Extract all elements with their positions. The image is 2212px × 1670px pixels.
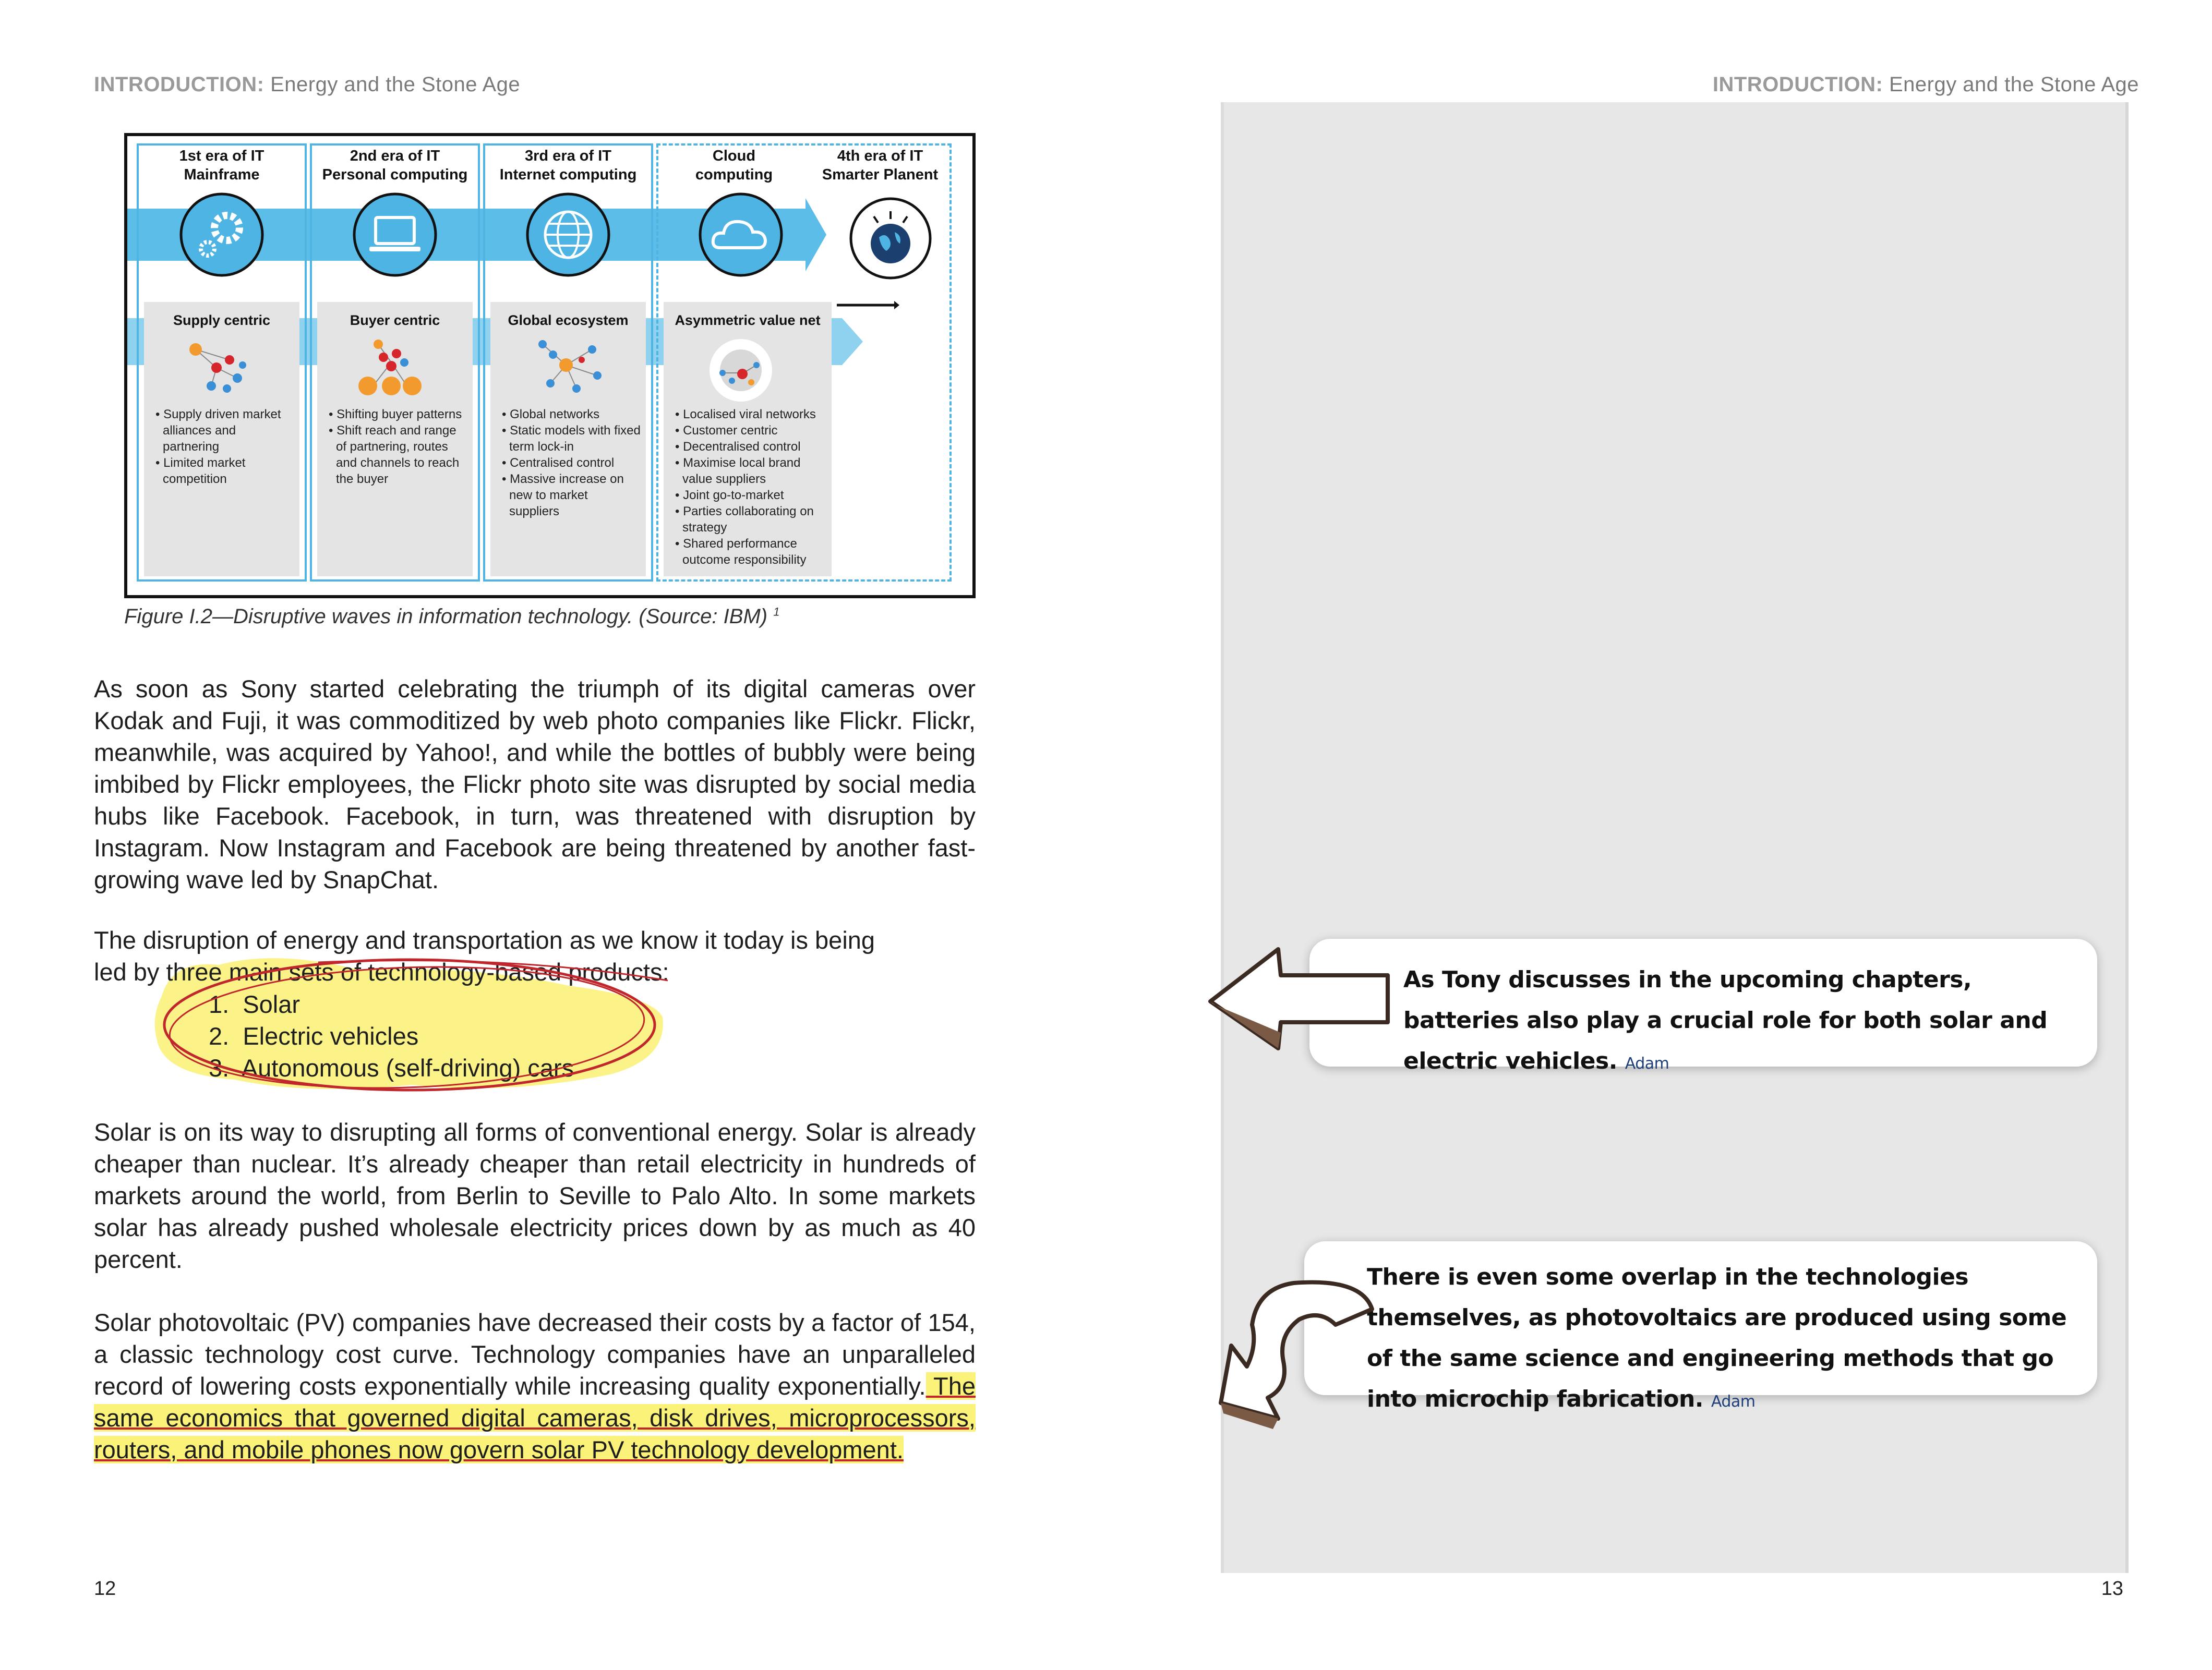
globe-icon [524,190,612,279]
era-label: 1st era of IT [179,148,265,164]
era-box-title: Asymmetric value net [675,312,821,328]
global-network-diagram [530,334,608,396]
era-name: computing [695,166,773,183]
right-running-header [1713,73,2139,96]
header-title: Energy and the Stone Age [264,73,521,96]
paragraph-4: Solar photovoltaic (PV) companies have decreased their costs by a factor of 154, a classic technology cost curve. Technology companies have an unparalleled record of lowering costs exponentially while increasing quality exponentially. The same economics that governed digital cameras, disk drives, microprocessors, routers, and mobile phones now govern solar PV technology development. [94,1309,976,1463]
list-item: 1. Solar [209,990,300,1018]
planet-icon [848,196,934,282]
gear-icon [177,190,266,279]
curved-arrow-icon [1200,1267,1388,1466]
era-name: Smarter Planent [822,166,939,183]
era-box-title: Supply centric [173,312,271,328]
header-section: INTRODUCTION: [1712,73,1883,96]
era-label: 3rd era of IT [525,148,611,164]
header-section: INTRODUCTION: [94,73,265,96]
header-title: Energy and the Stone Age [1883,73,2139,96]
laptop-icon [351,190,439,279]
note-text: There is even some overlap in the technologies themselves, as photovoltaics are produced using some of the same science and engineering methods that go into microchip fabrication. Adam [1367,1264,2067,1412]
asymmetric-network-diagram [702,336,780,404]
era-box-title: Global ecosystem [508,312,629,328]
era-name: Internet computing [499,166,637,183]
note-author: Adam [1625,1055,1669,1073]
page-number-left: 12 [94,1578,116,1600]
supply-network-diagram [180,336,258,399]
era-label: 4th era of IT [837,148,923,164]
era-bullets: • Global networks • Static models with fixed term lock-in • Centralised control • Massive increase on new to market suppliers [502,407,641,518]
left-arrow-icon [1195,939,1393,1059]
figure-caption: Figure I.2—Disruptive waves in information technology. (Source: IBM) $^1$ [124,605,780,628]
era-bullets: • Shifting buyer patterns • Shift reach and range of partnering, routes and channels to reach the buyer [329,407,462,486]
era-label: 2nd era of IT [350,148,440,164]
era-bullets: • Supply driven market alliances and partnering • Limited market competition [155,407,281,486]
comment-note-2[interactable] [1304,1241,2097,1412]
era-box-title: Buyer centric [350,312,440,328]
footnote-ref: 1 [773,605,780,619]
era-label: Cloud [712,148,756,164]
page-number-right: 13 [2101,1578,2123,1600]
list-item: 3. Autonomous (self-driving) cars [209,1054,574,1082]
comment-note-1[interactable] [1309,939,2097,1074]
era-name: Mainframe [184,166,260,183]
highlighted-sentence: The same economics that governed digital cameras, disk drives, microprocessors, routers, and mobile phones now govern solar PV technology development. [94,1372,976,1463]
left-running-header [94,73,520,96]
list-item: 2. Electric vehicles [209,1022,419,1050]
red-circle-annotation [146,949,673,1106]
paragraph-1: As soon as Sony started celebrating the triumph of its digital cameras over Kodak and Fuji, it was commoditized by web photo companies like Flickr. Flickr, meanwhile, was acquired by Yahoo!, and while the bottles of bubbly were being imbibed by Flickr employees, the Flickr photo site was disrupted by social media hubs like Facebook. Facebook, in turn, was threatened with disruption by Instagram. Now Instagram and Facebook are being threatened by another fast-growing wave led by SnapChat. [94,675,976,893]
era-name: Personal computing [322,166,468,183]
era-bullets: • Localised viral networks • Customer centric • Decentralised control • Maximise local brand value suppliers • Joint go-to-market • Parties collaborating on strategy • Shared performance outcome responsibility [675,407,816,567]
paragraph-2: The disruption of energy and transportation as we know it today is being led by three main sets of technology-based products: [94,926,875,986]
cloud-icon [696,190,785,279]
note-author: Adam [1711,1393,1756,1411]
paragraph-3: Solar is on its way to disrupting all forms of conventional energy. Solar is already cheaper than nuclear. It’s already cheaper than retail electricity in hundreds of markets around the world, from Berlin to Seville to Palo Alto. In some markets solar has already pushed wholesale electricity prices down by as much as 40 percent. [94,1118,976,1273]
note-text: As Tony discusses in the upcoming chapters, batteries also play a crucial role for both solar and electric vehicles. Adam [1403,966,2048,1074]
buyer-network-diagram [350,334,433,402]
